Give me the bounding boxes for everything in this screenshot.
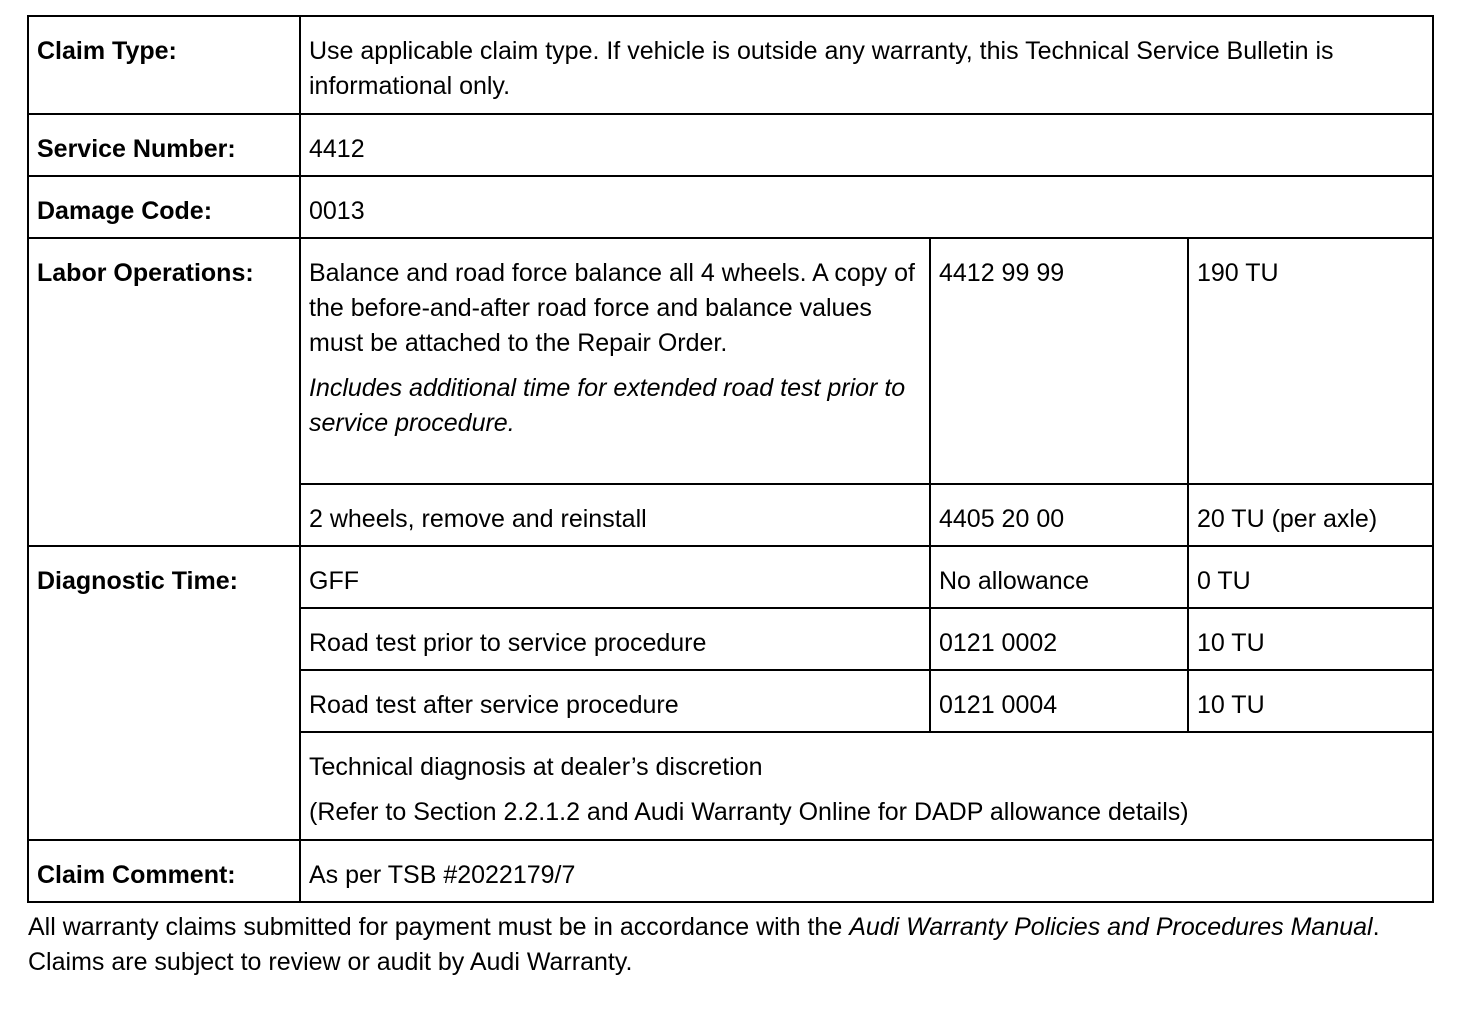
claim-comment-label: Claim Comment:: [28, 840, 300, 902]
claim-type-row: [28, 16, 1433, 114]
damage-code-row: [28, 176, 1433, 238]
diagnostic-code: 0121 0004: [930, 670, 1188, 732]
labor-operation-code: 4405 20 00: [930, 484, 1188, 546]
labor-operation-row: [28, 238, 1433, 484]
diagnostic-discretion-note: (Refer to Section 2.2.1.2 and Audi Warranty Online for DADP allowance details): [309, 798, 1189, 826]
diagnostic-time: 0 TU: [1188, 546, 1433, 608]
footer-text-after: . Claims are subject to review or audit by Audi Warranty.: [28, 913, 1380, 976]
diagnostic-code: 0121 0002: [930, 608, 1188, 670]
diagnostic-time-label: Diagnostic Time:: [28, 546, 300, 840]
diagnostic-discretion-line: Technical diagnosis at dealer’s discretion: [309, 753, 763, 781]
labor-operation-description: 2 wheels, remove and reinstall: [300, 484, 930, 546]
service-number-value: 4412: [300, 114, 1433, 176]
footer-manual-title: Audi Warranty Policies and Procedures Manual: [849, 913, 1373, 941]
labor-operation-note: Includes additional time for extended road test prior to service procedure.: [309, 374, 906, 437]
labor-operation-description: Balance and road force balance all 4 wheels. A copy of the before-and-after road force and balance values must be attached to the Repair Order.: [309, 259, 915, 357]
claim-type-value: Use applicable claim type. If vehicle is outside any warranty, this Technical Service Bulletin is informational only.: [300, 16, 1433, 114]
warranty-claim-table: [27, 15, 1434, 903]
claim-comment-value: As per TSB #2022179/7: [300, 840, 1433, 902]
diagnostic-row: [28, 546, 1433, 608]
footer-text-before: All warranty claims submitted for payment must be in accordance with the: [28, 913, 850, 941]
damage-code-label: Damage Code:: [28, 176, 300, 238]
claim-comment-row: [28, 840, 1433, 902]
warranty-footer-note: [28, 910, 1438, 980]
labor-operation-code: 4412 99 99: [930, 238, 1188, 484]
labor-operation-time: 190 TU: [1188, 238, 1433, 484]
damage-code-value: 0013: [300, 176, 1433, 238]
service-number-row: [28, 114, 1433, 176]
diagnostic-description: GFF: [300, 546, 930, 608]
claim-type-label: Claim Type:: [28, 16, 300, 114]
diagnostic-time: 10 TU: [1188, 670, 1433, 732]
diagnostic-code: No allowance: [930, 546, 1188, 608]
labor-operation-time: 20 TU (per axle): [1188, 484, 1433, 546]
diagnostic-time: 10 TU: [1188, 608, 1433, 670]
service-number-label: Service Number:: [28, 114, 300, 176]
labor-operation-description-cell: [300, 238, 930, 484]
diagnostic-description: Road test after service procedure: [300, 670, 930, 732]
labor-operations-label: Labor Operations:: [28, 238, 300, 546]
diagnostic-discretion-cell: [300, 732, 1433, 840]
diagnostic-description: Road test prior to service procedure: [300, 608, 930, 670]
